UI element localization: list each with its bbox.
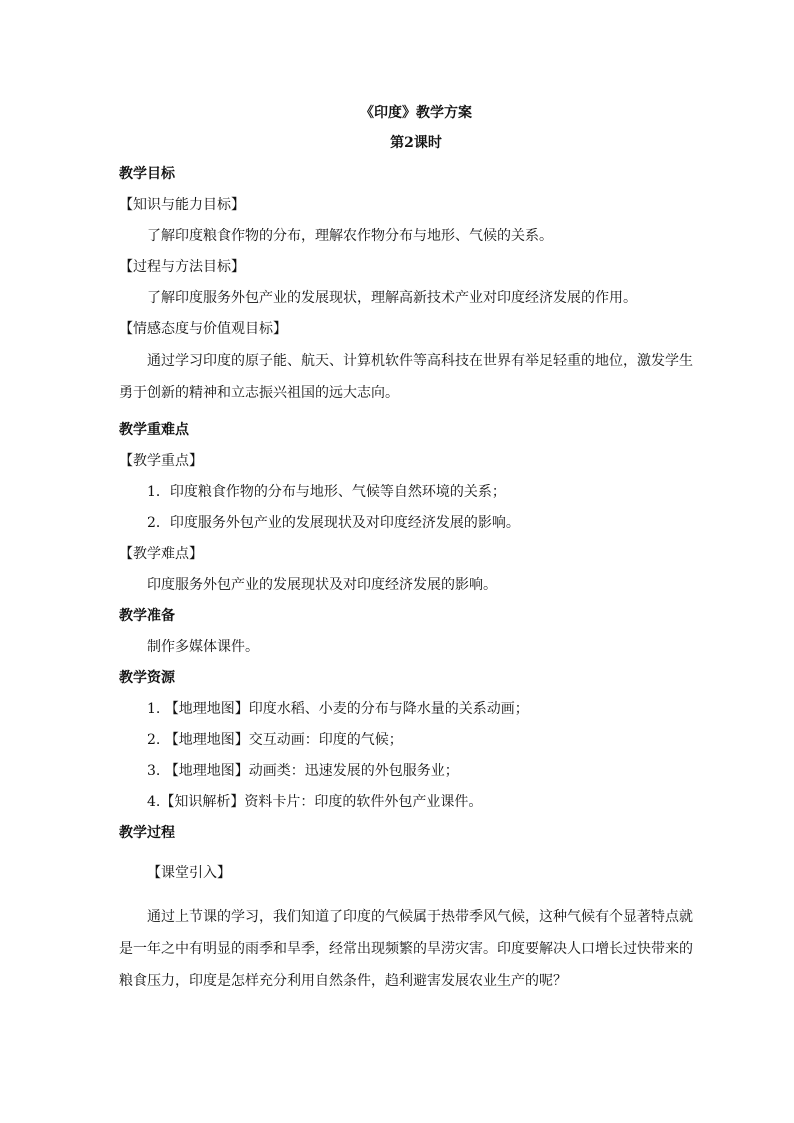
paragraph-knowledge: 了解印度粮食作物的分布，理解农作物分布与地形、气候的关系。 <box>147 228 553 244</box>
paragraph-difficult: 印度服务外包产业的发展现状及对印度经济发展的影响。 <box>147 577 497 593</box>
paragraph-intro: 通过上节课的学习，我们知道了印度的气候属于热带季风气候，这种气候有个显著特点就是一年之中有明显的雨季和旱季，经常出现频繁的旱涝灾害。印度要解决人口增长过快带来的粮食压力，印度是怎样充分利用自然条件，趋利避害发展农业生产的呢？ <box>119 909 693 989</box>
list-item: 2. 【地理地图】交互动画：印度的气候； <box>147 732 403 748</box>
list-item: 4.【知识解析】资料卡片：印度的软件外包产业课件。 <box>147 794 483 810</box>
section-heading-preparation: 教学准备 <box>119 608 175 624</box>
list-item: 3. 【地理地图】动画类：迅速发展的外包服务业； <box>147 763 459 779</box>
doc-title: 《印度》教学方案 <box>360 105 472 121</box>
subheading-process: 【过程与方法目标】 <box>119 259 245 275</box>
subheading-knowledge: 【知识与能力目标】 <box>119 197 245 213</box>
section-heading-key-difficult: 教学重难点 <box>119 422 189 438</box>
paragraph-process: 了解印度服务外包产业的发展现状，理解高新技术产业对印度经济发展的作用。 <box>147 290 637 306</box>
list-item: 2．印度服务外包产业的发展现状及对印度经济发展的影响。 <box>147 515 520 531</box>
subheading-emotion: 【情感态度与价值观目标】 <box>119 321 287 337</box>
subheading-difficult-points: 【教学难点】 <box>119 546 203 562</box>
section-heading-objectives: 教学目标 <box>119 166 175 182</box>
subheading-key-points: 【教学重点】 <box>119 453 203 469</box>
doc-subtitle: 第2课时 <box>390 135 442 151</box>
document-body <box>119 103 699 997</box>
subheading-intro: 【课堂引入】 <box>147 865 231 881</box>
paragraph-emotion: 通过学习印度的原子能、航天、计算机软件等高科技在世界有举足轻重的地位，激发学生勇于创新的精神和立志振兴祖国的远大志向。 <box>119 353 693 401</box>
list-item: 1. 【地理地图】印度水稻、小麦的分布与降水量的关系动画； <box>147 701 529 717</box>
section-heading-resources: 教学资源 <box>119 670 175 686</box>
list-item: 1．印度粮食作物的分布与地形、气候等自然环境的关系； <box>147 484 506 500</box>
paragraph-preparation: 制作多媒体课件。 <box>147 639 259 655</box>
section-heading-process: 教学过程 <box>119 825 175 841</box>
